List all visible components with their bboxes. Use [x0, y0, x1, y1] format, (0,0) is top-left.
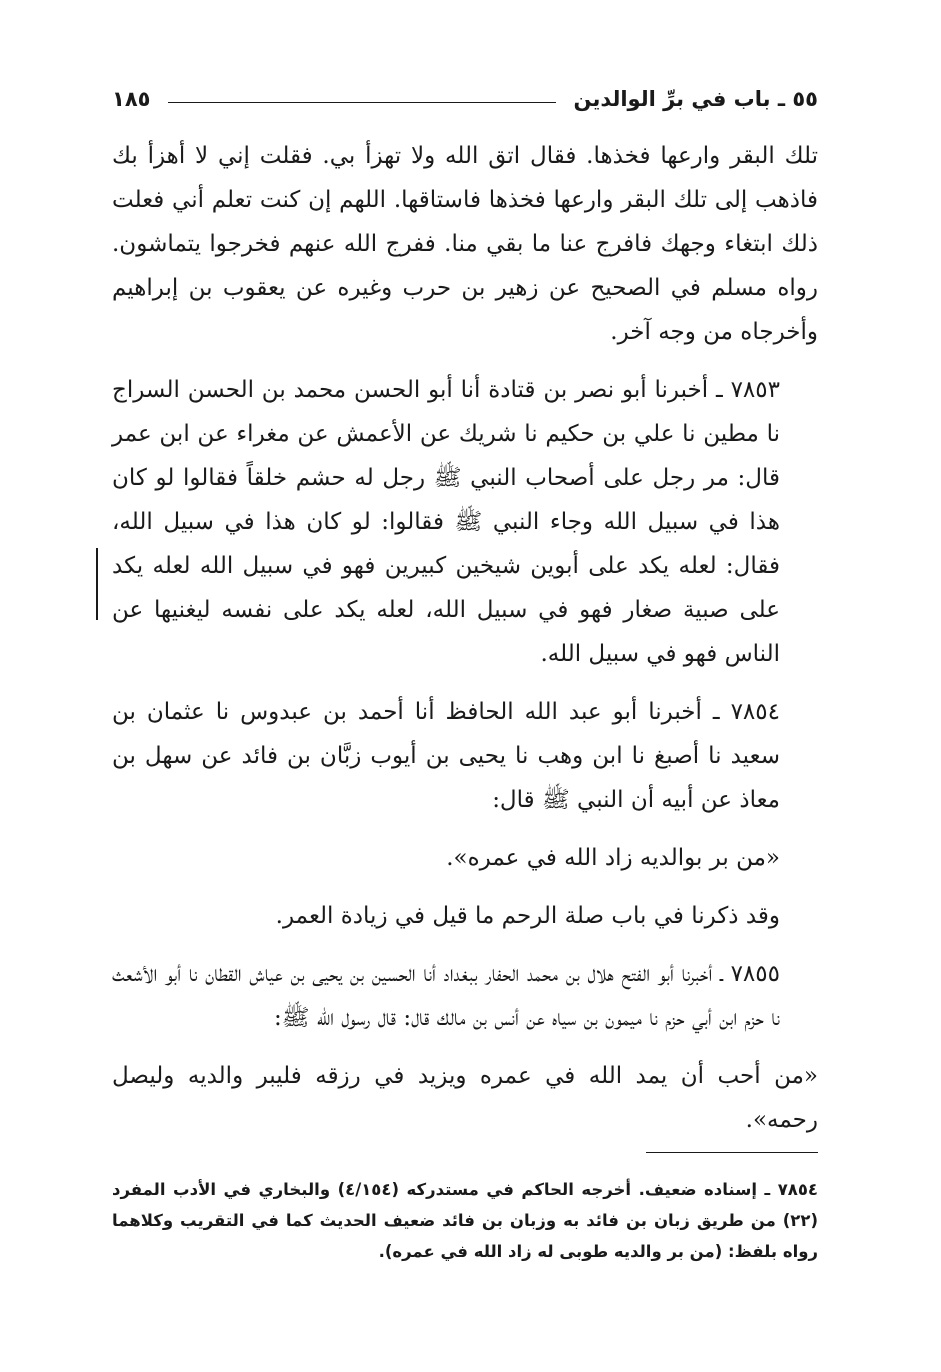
- hadith-7854-matn: «من بر بوالديه زاد الله في عمره».: [446, 845, 780, 871]
- footnote-7854: ٧٨٥٤ ـ إسناده ضعيف. أخرجه الحاكم في مستدركه (٤/١٥٤) والبخاري في الأدب المفرد (٢٢) من طريق زبان بن فائد به وزبان بن فائد ضعيف الحديث كما في التقريب وكلاهما رواه بلفظ: (من بر والديه طوبى له زاد الله في عمره).: [112, 1180, 818, 1261]
- page-number: ١٨٥: [112, 87, 151, 111]
- hadith-7853: [112, 368, 818, 676]
- footnote-separator: [646, 1152, 818, 1153]
- header-rule: [168, 102, 555, 103]
- book-page: [112, 82, 818, 1292]
- hadith-7855-matn: «من أحب أن يمد الله في عمره ويزيد في رزقه فليبر والديه وليصل رحمه».: [112, 1063, 818, 1133]
- paragraph-continuation: تلك البقر وارعها فخذها. فقال اتق الله ولا تهزأ بي. فقلت إني لا أهزأ بك فاذهب إلى تلك البقر وارعها فخذها فاستاقها. اللهم إن كنت تعلم أني فعلت ذلك ابتغاء وجهك فافرج عنا ما بقي منا. ففرج الله عنهم فخرجوا يتماشون. رواه مسلم في الصحيح عن زهير بن حرب وغيره عن يعقوب بن إبراهيم وأخرجاه من وجه آخر.: [112, 143, 818, 345]
- author-note: وقد ذكرنا في باب صلة الرحم ما قيل في زيادة العمر.: [275, 903, 780, 929]
- hadith-7855: ٧٨٥٥ ـ أخبرنا أبو الفتح هلال بن محمد الحفار ببغداد أنا الحسين بن يحيى بن عياش القطان نا أبو الأشعث نا حزم ابن أبي حزم نا ميمون بن سياه عن أنس بن مالك قال: قال رسول الله ﷺ:: [112, 961, 780, 1031]
- chapter-title: ٥٥ ـ باب في برِّ الوالدين: [573, 87, 818, 111]
- footnotes: [112, 1174, 818, 1267]
- hadith-7854: ٧٨٥٤ ـ أخبرنا أبو عبد الله الحافظ أنا أحمد بن عبدوس نا عثمان بن سعيد نا أصبغ نا ابن وهب نا يحيى بن أيوب زبَّان بن فائد عن سهل بن معاذ عن أبيه أن النبي ﷺ قال:: [112, 699, 780, 813]
- margin-marker: [96, 548, 98, 620]
- main-text: [112, 134, 818, 1142]
- hadith-7853-text: ٧٨٥٣ ـ أخبرنا أبو نصر بن قتادة أنا أبو الحسن محمد بن الحسن السراج نا مطين نا علي بن حكيم نا شريك عن الأعمش عن مغراء عن ابن عمر قال: مر رجل على أصحاب النبي ﷺ رجل له حشم خلقاً فقالوا لو كان هذا في سبيل الله وجاء النبي ﷺ فقالوا: لو كان هذا في سبيل الله، فقال: لعله يكد على أبوين شيخين كبيرين فهو في سبيل الله لعله يكد على صبية صغار فهو في سبيل الله، لعله يكد على نفسه ليغنيها عن الناس فهو في سبيل الله.: [112, 377, 780, 667]
- running-header: [112, 82, 818, 116]
